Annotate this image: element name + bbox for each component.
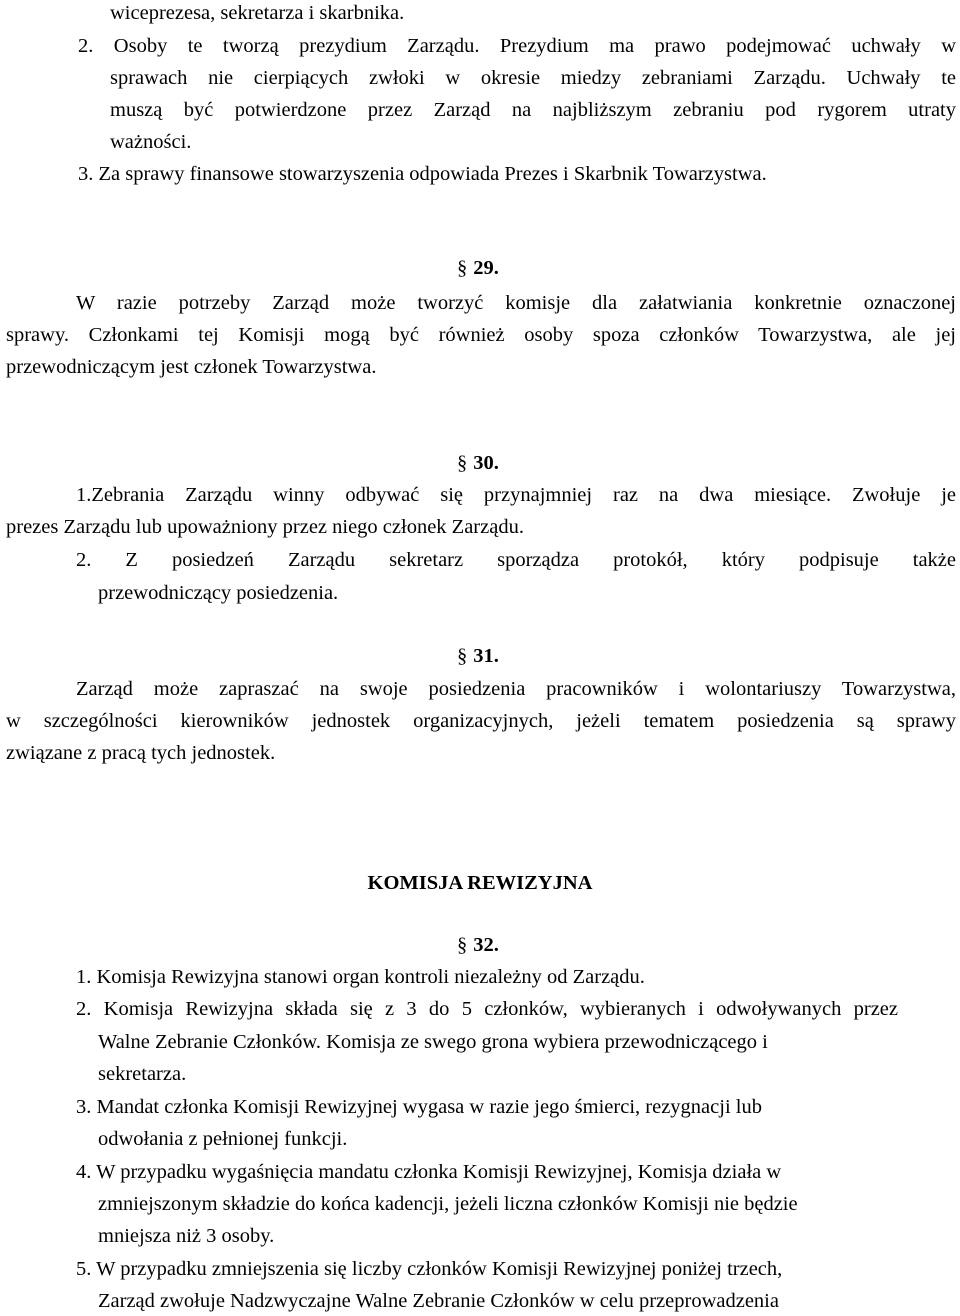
paragraph-sign: § <box>457 257 468 279</box>
text-line: Zarząd może zapraszać na swoje posiedzenia pracowników i wolontariuszy Towarzystwa, <box>76 678 956 700</box>
text-line: 5. W przypadku zmniejszenia się liczby członków Komisji Rewizyjnej poniżej trzech, <box>76 1258 783 1280</box>
paragraph-sign: § <box>457 645 468 667</box>
text-line: 4. W przypadku wygaśnięcia mandatu członka Komisji Rewizyjnej, Komisja działa w <box>76 1161 782 1183</box>
text-line: W razie potrzeby Zarząd może tworzyć komisje dla załatwiania konkretnie oznaczonej <box>76 292 956 314</box>
text-line: związane z pracą tych jednostek. <box>6 742 276 764</box>
text-line: zmniejszonym składzie do końca kadencji, jeżeli liczna członków Komisji nie będzie <box>98 1193 798 1215</box>
text-line: sprawy. Członkami tej Komisji mogą być również osoby spoza członków Towarzystwa, ale jej <box>6 324 956 346</box>
chapter-heading: KOMISJA REWIZYJNA <box>367 872 593 894</box>
section-number-text: 32. <box>473 934 499 956</box>
text-line: Walne Zebranie Członków. Komisja ze swego grona wybiera przewodniczącego i <box>98 1031 768 1053</box>
text-line: 2. Z posiedzeń Zarządu sekretarz sporządza protokół, który podpisuje także <box>76 549 956 571</box>
section-number <box>457 448 499 478</box>
text-line: 2. Komisja Rewizyjna składa się z 3 do 5 członków, wybieranych i odwoływanych przez <box>76 998 898 1020</box>
text-line: mniejsza niż 3 osoby. <box>98 1225 275 1247</box>
section-number-text: 30. <box>473 452 499 474</box>
section-number <box>457 930 499 960</box>
text-line: przewodniczący posiedzenia. <box>98 582 339 604</box>
text-line: muszą być potwierdzone przez Zarząd na najbliższym zebraniu pod rygorem utraty <box>110 99 956 121</box>
text-line: sekretarza. <box>98 1063 187 1085</box>
text-line: 1.Zebrania Zarządu winny odbywać się przynajmniej raz na dwa miesiące. Zwołuje je <box>76 484 956 506</box>
text-line: Zarząd zwołuje Nadzwyczajne Walne Zebranie Członków w celu przeprowadzenia <box>98 1290 779 1312</box>
paragraph-sign: § <box>457 934 468 956</box>
text-line: odwołania z pełnionej funkcji. <box>98 1128 348 1150</box>
text-line: ważności. <box>110 131 192 153</box>
text-line: prezes Zarządu lub upoważniony przez niego członek Zarządu. <box>6 516 524 538</box>
text-line: 2. Osoby te tworzą prezydium Zarządu. Prezydium ma prawo podejmować uchwały w <box>78 35 956 57</box>
text-line: wiceprezesa, sekretarza i skarbnika. <box>110 2 405 24</box>
text-line: sprawach nie cierpiących zwłoki w okresie miedzy zebraniami Zarządu. Uchwały te <box>110 67 956 89</box>
section-number-text: 31. <box>473 645 499 667</box>
text-line: 3. Mandat członka Komisji Rewizyjnej wygasa w razie jego śmierci, rezygnacji lub <box>76 1096 762 1118</box>
section-number-text: 29. <box>473 257 499 279</box>
text-line: przewodniczącym jest członek Towarzystwa. <box>6 356 377 378</box>
section-number <box>457 641 499 671</box>
text-line: 3. Za sprawy finansowe stowarzyszenia odpowiada Prezes i Skarbnik Towarzystwa. <box>78 163 767 185</box>
text-line: w szczególności kierowników jednostek organizacyjnych, jeżeli tematem posiedzenia są sprawy <box>6 710 956 732</box>
section-number <box>457 253 499 283</box>
text-line: 1. Komisja Rewizyjna stanowi organ kontroli niezależny od Zarządu. <box>76 966 645 988</box>
paragraph-sign: § <box>457 452 468 474</box>
